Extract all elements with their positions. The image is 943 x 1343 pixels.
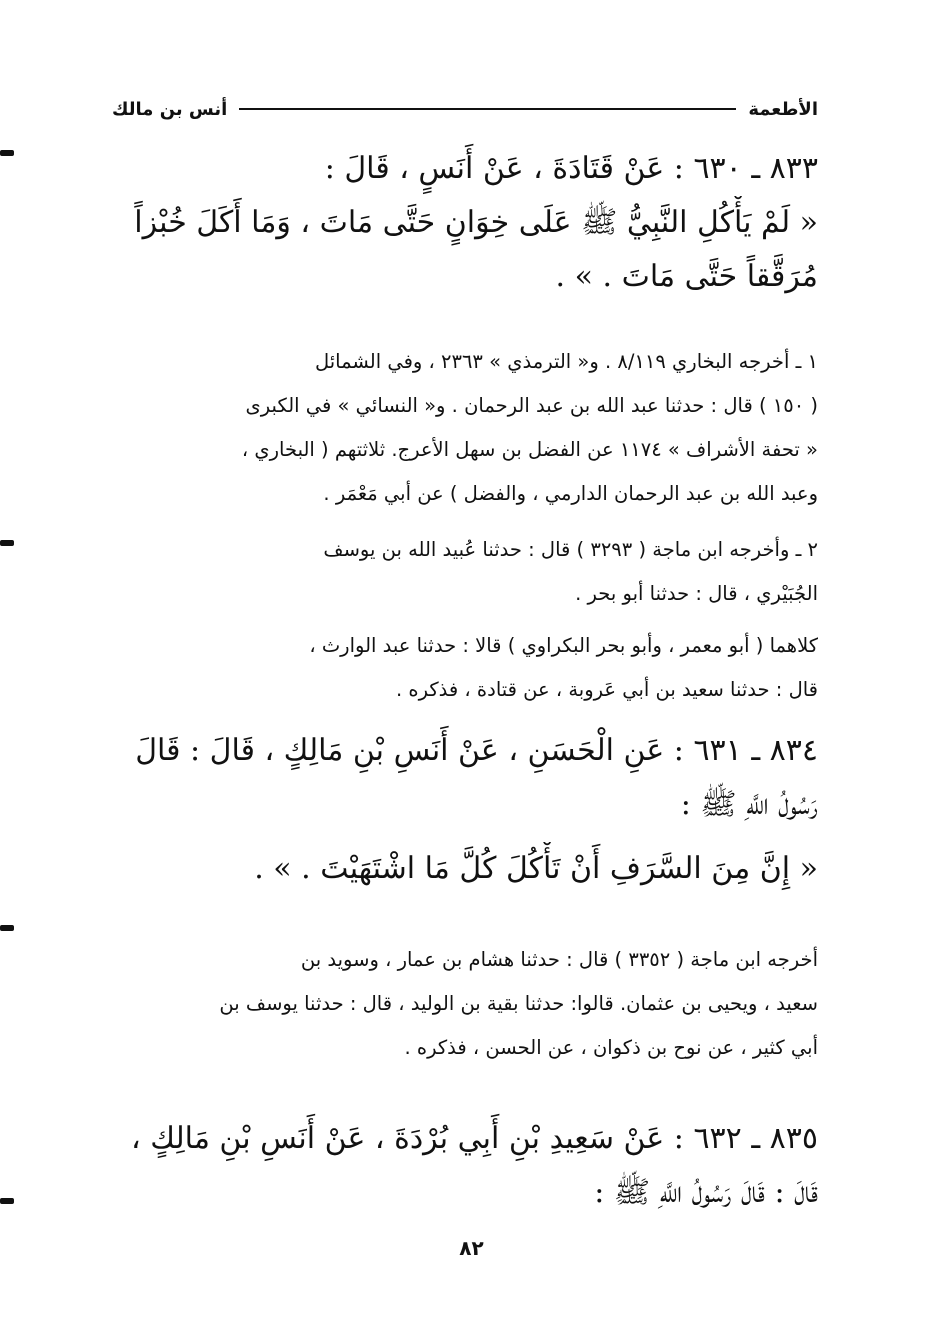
note-line: قال : حدثنا سعيد بن أبي عَروبة ، عن قتادة ، فذكره . xyxy=(396,678,818,701)
hadith-line: رَسُولُ اللَّهِ ﷺ : xyxy=(680,787,818,822)
note-line: أخرجه ابن ماجة ( ٣٣٥٢ ) قال : حدثنا هشام بن عمار ، وسويد بن xyxy=(300,948,818,971)
scan-edge-mark xyxy=(0,540,14,546)
note-line: ٢ ـ وأخرجه ابن ماجة ( ٣٢٩٣ ) قال : حدثنا عُبيد الله بن يوسف xyxy=(323,538,818,561)
chapter-title: الأطعمة xyxy=(748,98,818,120)
page-number: ٨٢ xyxy=(459,1236,484,1260)
takhrij-833-para1 xyxy=(112,340,818,516)
hadith-line: « إِنَّ مِنَ السَّرَفِ أَنْ تَأْكُلَ كُلَّ مَا اشْتَهَيْتَ . » . xyxy=(254,851,818,886)
scan-edge-mark xyxy=(0,1198,14,1204)
hadith-line: ٨٣٤ ـ ٦٣١ : عَنِ الْحَسَنِ ، عَنْ أَنَسِ بْنِ مَالِكٍ ، قَالَ : قَالَ xyxy=(135,733,818,768)
scan-edge-mark xyxy=(0,150,14,156)
takhrij-833-para2 xyxy=(112,528,818,616)
takhrij-833-para3 xyxy=(112,624,818,712)
running-header xyxy=(112,92,818,126)
takhrij-834 xyxy=(112,938,818,1070)
note-line: وعبد الله بن عبد الرحمان الدارمي ، والفضل ) عن أبي مَعْمَر . xyxy=(323,482,818,505)
hadith-line: ٨٣٥ ـ ٦٣٢ : عَنْ سَعِيدِ بْنِ أَبِي بُرْدَةَ ، عَنْ أَنَسِ بْنِ مَالِكٍ ، xyxy=(131,1121,818,1156)
note-line: الجُبَيْري ، قال : حدثنا أبو بحر . xyxy=(575,582,818,605)
hadith-835 xyxy=(112,1112,818,1220)
hadith-834 xyxy=(112,724,818,896)
hadith-line: مُرَقَّقاً حَتَّى مَاتَ . » . xyxy=(555,259,818,294)
author-title: أنس بن مالك xyxy=(112,98,228,120)
note-line: كلاهما ( أبو معمر ، وأبو بحر البكراوي ) قالا : حدثنا عبد الوارث ، xyxy=(309,634,818,657)
note-line: أبي كثير ، عن نوح بن ذكوان ، عن الحسن ، فذكره . xyxy=(404,1036,818,1059)
hadith-line: « لَمْ يَأْكُلِ النَّبِيُّ ﷺ عَلَى خِوَانٍ حَتَّى مَاتَ ، وَمَا أَكَلَ خُبْزاً xyxy=(134,205,818,240)
hadith-833 xyxy=(112,142,818,304)
scan-edge-mark xyxy=(0,925,14,931)
hadith-line: ٨٣٣ ـ ٦٣٠ : عَنْ قَتَادَةَ ، عَنْ أَنَسٍ ، قَالَ : xyxy=(324,151,818,186)
note-line: ( ١٥٠ ) قال : حدثنا عبد الله بن عبد الرحمان . و« النسائي » في الكبرى xyxy=(245,394,818,417)
note-line: ١ ـ أخرجه البخاري ٨/١١٩ . و« الترمذي » ٢٣٦٣ ، وفي الشمائل xyxy=(314,350,818,373)
header-rule xyxy=(239,108,736,110)
hadith-line: قَالَ : قَالَ رَسُولُ اللَّهِ ﷺ : xyxy=(594,1175,818,1210)
note-line: « تحفة الأشراف » ١١٧٤ عن الفضل بن سهل الأعرج. ثلاثتهم ( البخاري ، xyxy=(241,438,818,461)
note-line: سعيد ، ويحيى بن عثمان. قالوا: حدثنا بقية بن الوليد ، قال : حدثنا يوسف بن xyxy=(219,992,818,1015)
